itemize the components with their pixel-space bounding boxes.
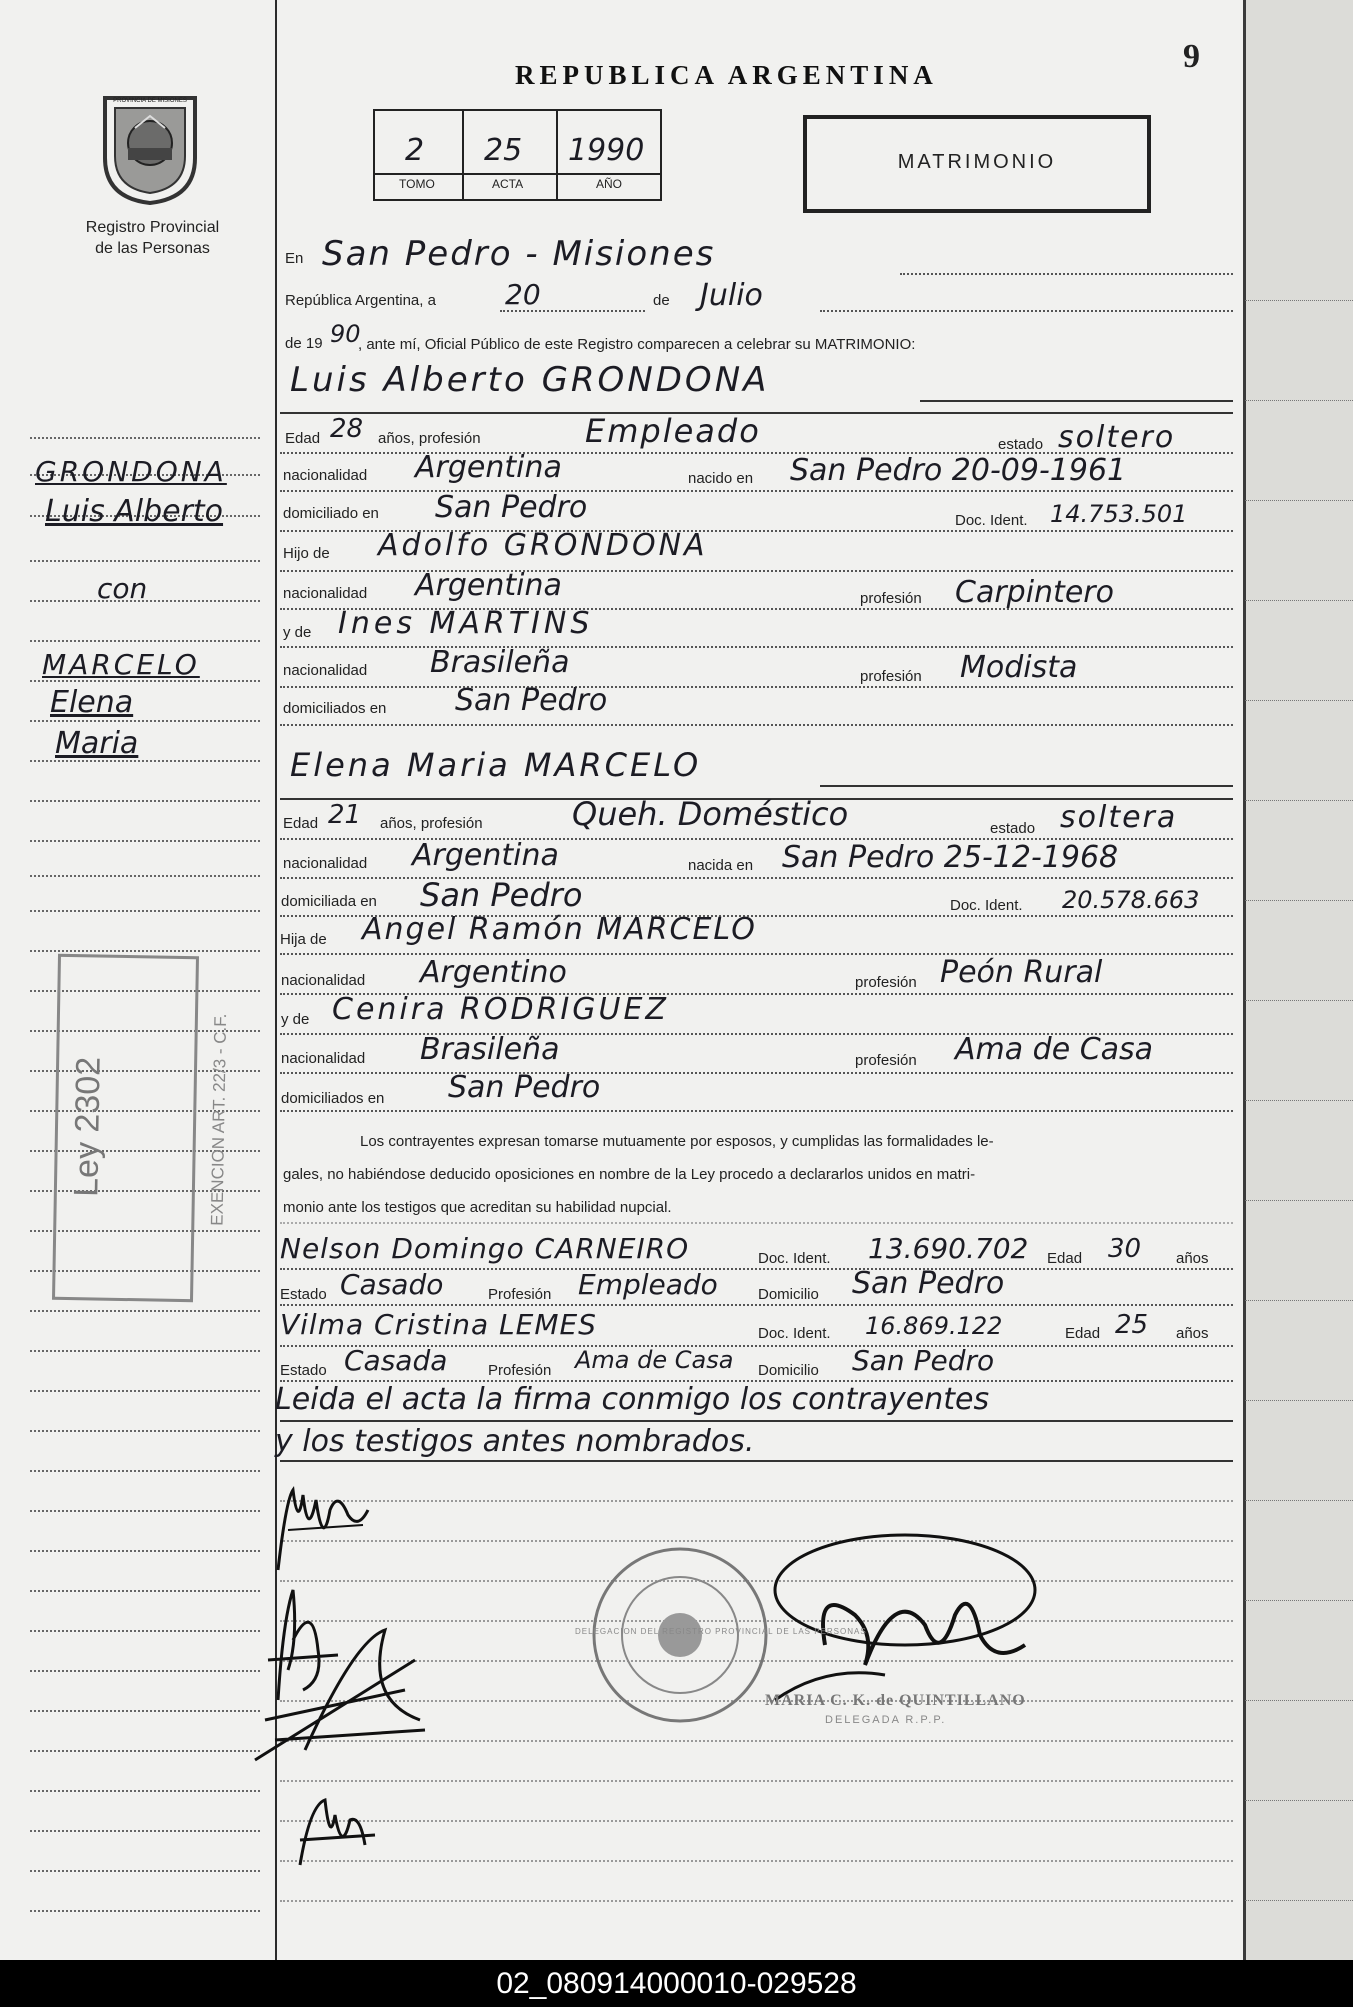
groom-padre-nac: Argentina (415, 568, 562, 603)
groom-padre-prof-label: profesión (860, 590, 922, 607)
bride-hija-label: Hija de (280, 931, 327, 948)
declaration-line-2: gales, no habiéndose deducido oposiciones en nombre de la Ley procedo a declararlos unidos en matri- (283, 1166, 976, 1183)
bride-madre-nac-label: nacionalidad (281, 1050, 366, 1067)
margin-name-2b: Maria (55, 726, 139, 761)
groom-madre-nac: Brasileña (430, 645, 570, 680)
de-label: de (653, 292, 670, 309)
groom-nacido: San Pedro 20-09-1961 (790, 453, 1127, 488)
bride-estado-label: estado (990, 820, 1036, 837)
country-title: REPUBLICA ARGENTINA (515, 60, 938, 90)
witness1-estado-label: Estado (280, 1286, 327, 1303)
groom-dom-label: domiciliado en (283, 505, 379, 522)
bride-padres-dom: San Pedro (448, 1070, 601, 1105)
intro-rest: , ante mí, Oficial Público de este Registro comparecen a celebrar su MATRIMONIO: (358, 336, 916, 353)
groom-anos-prof-label: años, profesión (378, 430, 481, 447)
witness1-edad: 30 (1108, 1234, 1142, 1264)
groom-padre: Adolfo GRONDONA (378, 528, 708, 563)
groom-hijo-label: Hijo de (283, 545, 330, 562)
witness2-name: Vilma Cristina LEMES (280, 1308, 597, 1341)
witness1-doc-label: Doc. Ident. (758, 1250, 831, 1267)
signature-witness-2 (290, 1785, 380, 1875)
closing-line-2: y los testigos antes nombrados. (275, 1424, 755, 1459)
bride-madre-prof: Ama de Casa (955, 1032, 1154, 1067)
margin-con: con (97, 572, 148, 605)
groom-madre-prof: Modista (960, 650, 1078, 685)
bride-nacionalidad: Argentina (412, 838, 559, 873)
signature-witness-1 (245, 1620, 435, 1770)
bride-doc-label: Doc. Ident. (950, 897, 1023, 914)
witness2-estado: Casada (344, 1344, 448, 1377)
groom-nacionalidad: Argentina (415, 450, 562, 485)
witness2-dom-label: Domicilio (758, 1362, 819, 1379)
bride-estado: soltera (1060, 800, 1178, 835)
tomo-value: 2 (405, 133, 425, 168)
witness1-estado: Casado (340, 1268, 444, 1301)
bride-edad-label: Edad (283, 815, 319, 832)
bride-nacida: San Pedro 25-12-1968 (782, 840, 1119, 875)
groom-domicilio: San Pedro (435, 490, 588, 525)
bride-padre-prof: Peón Rural (940, 955, 1103, 990)
page-edge-line (1243, 0, 1246, 1960)
groom-edad: 28 (330, 414, 364, 444)
witness2-edad-label: Edad (1065, 1325, 1101, 1342)
groom-profesion: Empleado (585, 412, 761, 450)
record-box (373, 109, 662, 201)
signature-groom (268, 1470, 378, 1580)
witness1-name: Nelson Domingo CARNEIRO (280, 1232, 690, 1265)
year-value: 90 (330, 320, 361, 348)
bride-doc: 20.578.663 (1062, 886, 1200, 914)
bride-padre-prof-label: profesión (855, 974, 917, 991)
witness1-profesion: Empleado (578, 1268, 718, 1301)
witness2-estado-label: Estado (280, 1362, 327, 1379)
bride-nac-label: nacionalidad (283, 855, 368, 872)
stamp-line-1: Ley 2302 (67, 1056, 108, 1198)
registry-name: Registro Provincial de las Personas (85, 219, 220, 257)
witness1-dom-label: Domicilio (758, 1286, 819, 1303)
groom-nac-label: nacionalidad (283, 467, 368, 484)
acta-value: 25 (484, 133, 523, 168)
witness1-domicilio: San Pedro (852, 1266, 1005, 1301)
groom-madre-nac-label: nacionalidad (283, 662, 368, 679)
groom-name: Luis Alberto GRONDONA (290, 360, 770, 400)
groom-padre-nac-label: nacionalidad (283, 585, 368, 602)
record-type-box (803, 115, 1151, 213)
witness1-anos-label: años (1176, 1250, 1209, 1267)
witness1-doc: 13.690.702 (868, 1232, 1029, 1265)
bride-domicilio: San Pedro (420, 876, 583, 914)
bride-nacida-label: nacida en (688, 857, 754, 874)
officer-name: MARIA C. K. de QUINTILLANO (765, 1692, 1026, 1709)
provincial-seal-icon (90, 88, 210, 208)
bride-name: Elena Maria MARCELO (290, 746, 702, 784)
witness2-edad: 25 (1115, 1310, 1149, 1340)
record-type: MATRIMONIO (897, 151, 1057, 173)
bride-padre-nac: Argentino (420, 955, 567, 990)
bride-padre: Angel Ramón MARCELO (362, 912, 757, 947)
witness2-doc: 16.869.122 (865, 1312, 1003, 1340)
de19-label: de 19 (285, 335, 323, 352)
witness2-anos-label: años (1176, 1325, 1209, 1342)
margin-name-1: Luis Alberto (45, 494, 224, 529)
acta-label: ACTA (492, 177, 524, 191)
groom-nacido-label: nacido en (688, 470, 754, 487)
groom-edad-label: Edad (285, 430, 321, 447)
groom-doc-label: Doc. Ident. (955, 512, 1028, 529)
bride-doms-label: domiciliados en (281, 1090, 385, 1107)
bride-madre-prof-label: profesión (855, 1052, 917, 1069)
declaration-line-3: monio ante los testigos que acreditan su habilidad nupcial. (283, 1199, 672, 1216)
en-label: En (285, 250, 304, 267)
groom-estado: soltero (1058, 420, 1176, 455)
groom-madre-prof-label: profesión (860, 668, 922, 685)
stamp-line-2: EXENCION ART. 22/3 - C.F. (207, 1013, 231, 1226)
witness2-prof-label: Profesión (488, 1362, 552, 1379)
groom-padres-dom: San Pedro (455, 683, 608, 718)
day-value: 20 (505, 278, 541, 311)
bride-padre-nac-label: nacionalidad (281, 972, 366, 989)
seal-caption: PROVINCIA DE MISIONES (113, 98, 187, 104)
groom-padre-prof: Carpintero (955, 575, 1114, 610)
margin-surname-2: MARCELO (42, 648, 200, 681)
groom-madre: Ines MARTINS (338, 606, 594, 641)
witness2-domicilio: San Pedro (852, 1344, 995, 1377)
declaration-line-1: Los contrayentes expresan tomarse mutuamente por esposos, y cumplidas las formalidades le- (360, 1133, 994, 1150)
page-number: 9 (1183, 38, 1200, 75)
seal-ring-text: DELEGACION DEL REGISTRO PROVINCIAL DE LAS PERSONAS (575, 1627, 867, 1636)
bride-anos-prof-label: años, profesión (380, 815, 483, 832)
groom-doc: 14.753.501 (1050, 500, 1188, 528)
bride-edad: 21 (328, 800, 362, 830)
witness2-doc-label: Doc. Ident. (758, 1325, 831, 1342)
groom-doms-label: domiciliados en (283, 700, 387, 717)
closing-line-1: Leida el acta la firma conmigo los contrayentes (275, 1382, 990, 1417)
image-id-footer: 02_080914000010-029528 (0, 1960, 1353, 2007)
bride-dom-label: domiciliada en (281, 893, 377, 910)
witness1-edad-label: Edad (1047, 1250, 1083, 1267)
republica-label: República Argentina, a (285, 292, 436, 309)
tomo-label: TOMO (399, 177, 435, 191)
margin-name-2a: Elena (50, 685, 134, 720)
bride-yde-label: y de (281, 1011, 310, 1028)
witness1-prof-label: Profesión (488, 1286, 552, 1303)
month-value: Julio (700, 278, 763, 313)
bride-madre-nac: Brasileña (420, 1032, 560, 1067)
officer-title: DELEGADA R.P.P. (825, 1714, 947, 1726)
exemption-stamp (52, 954, 231, 1302)
groom-yde-label: y de (283, 624, 312, 641)
next-page-strip (1245, 0, 1353, 1960)
anio-label: AÑO (596, 177, 623, 191)
margin-surname-1: GRONDONA (35, 455, 227, 488)
bride-madre: Cenira RODRIGUEZ (332, 992, 669, 1027)
anio-value: 1990 (568, 133, 645, 168)
bride-profesion: Queh. Doméstico (572, 795, 849, 833)
groom-estado-label: estado (998, 436, 1044, 453)
witness2-profesion: Ama de Casa (575, 1346, 734, 1374)
signature-officer (765, 1525, 1055, 1705)
place-value: San Pedro - Misiones (322, 234, 716, 274)
